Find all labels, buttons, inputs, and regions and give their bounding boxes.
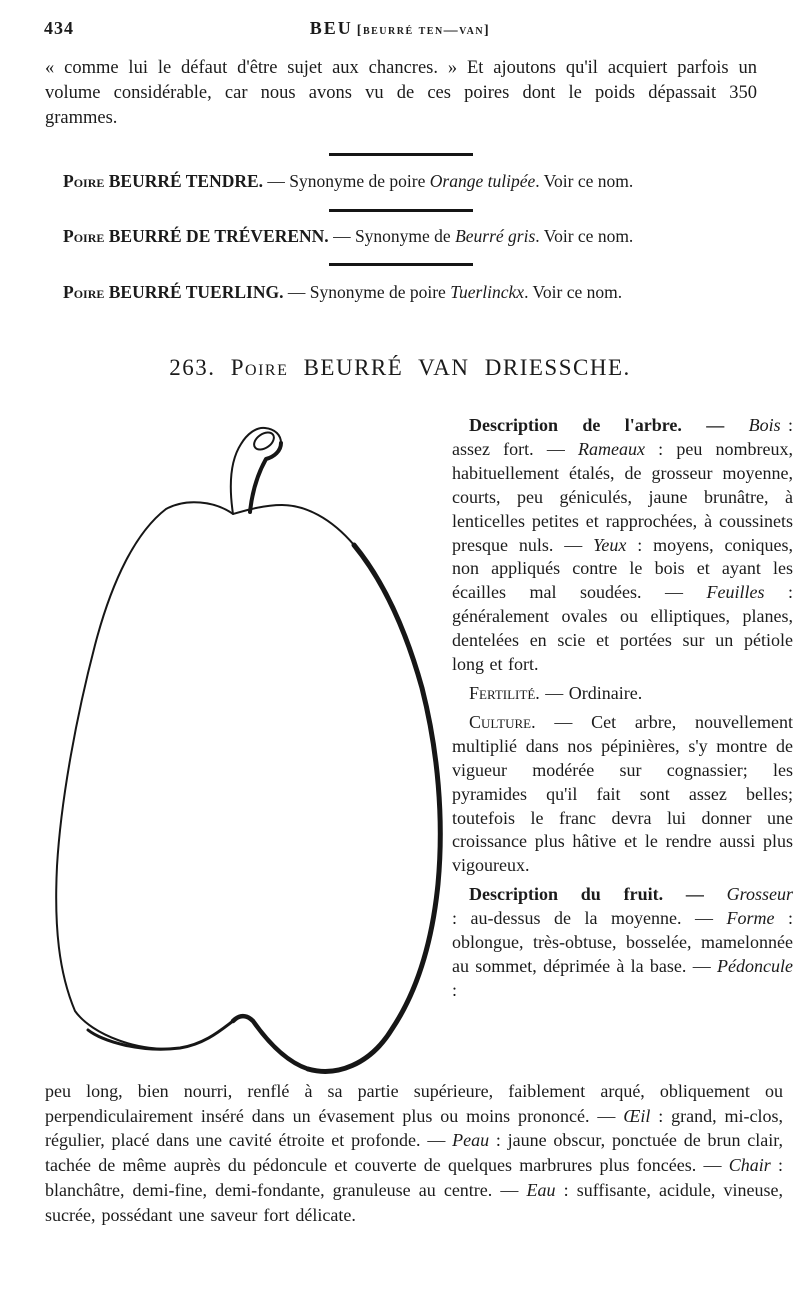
running-head-range: [beurré ten—van]	[356, 23, 491, 38]
synonym-entry-beurre-tendre: Poire BEURRÉ TENDRE. — Synonyme de poire Orange tulipée. Voir ce nom.	[63, 171, 634, 191]
pear-illustration	[40, 413, 450, 1075]
fruit-description-paragraph: Description du fruit. — Grosseur : au-dessus de la moyenne. — Forme : oblongue, très-obtuse, bosselée, mamelonnée au sommet, déprimée à la base. — Pédoncule :	[452, 884, 793, 1000]
pear-shading-right	[308, 545, 440, 1071]
fruit-description-continued: peu long, bien nourri, renflé à sa partie supérieure, faiblement arqué, obliquement ou perpendiculairement inséré dans un évasement plus ou moins prononcé. — Œil : grand, mi-clos, régulier, placé dans une cavité étroite et profonde. — Peau : jaune obscur, ponctuée de brun clair, tachée de même auprès du pédoncule et couverte de quelques marbrures plus foncées. — Chair : blanchâtre, demi-fine, demi-fondante, granuleuse au centre. — Eau : suffisante, acidule, vineuse, sucrée, possédant une saveur fort délicate.	[45, 1081, 784, 1225]
description-column	[452, 414, 793, 1003]
pear-shading-notch	[233, 1016, 308, 1069]
fertility-paragraph: Fertilité. — Ordinaire.	[469, 682, 643, 703]
section-divider	[329, 153, 473, 156]
culture-paragraph: Culture. — Cet arbre, nouvellement multiplié dans nos pépinières, s'y montre de vigueur modérée sur cognassier; les pyramides qu'il fait sont assez belles; toutefois le franc devra lui donner une croissance plus hâtive et le rendre aussi plus vigoureux.	[452, 711, 793, 876]
page-number: 434	[44, 18, 74, 38]
synonym-entry-beurre-de-treverenn: Poire BEURRÉ DE TRÉVERENN. — Synonyme de Beurré gris. Voir ce nom.	[63, 226, 634, 246]
running-head	[0, 18, 800, 39]
pear-line-drawing	[40, 413, 450, 1075]
section-divider	[329, 209, 473, 212]
synonym-entry-beurre-tuerling: Poire BEURRÉ TUERLING. — Synonyme de poire Tuerlinckx. Voir ce nom.	[63, 282, 623, 302]
tree-description-paragraph: Description de l'arbre. — Bois : assez fort. — Rameaux : peu nombreux, habituellement étalés, de grosseur moyenne, courts, peu géniculés, jaune brunâtre, à lenticelles petites et rapprochées, à coussinets presque nuls. — Yeux : moyens, coniques, non appliqués contre le bois et ayant les écailles mal soudées. — Feuilles : généralement ovales ou elliptiques, planes, dentelées en scie et portées sur un pétiole long et fort.	[452, 415, 793, 675]
section-divider	[329, 263, 473, 266]
running-head-title: BEU	[309, 18, 353, 38]
pear-stalk-shading	[250, 443, 281, 512]
article-title: 263. Poire BEURRÉ VAN DRIESSCHE.	[169, 355, 631, 380]
intro-paragraph: « comme lui le défaut d'être sujet aux chancres. » Et ajoutons qu'il acquiert parfois un volume considérable, car nous avons vu de ces poires dont le poids dépassait 350 grammes.	[45, 58, 757, 128]
pear-shading-bottom-left	[88, 1021, 233, 1049]
pear-stalk-cut	[251, 429, 277, 453]
